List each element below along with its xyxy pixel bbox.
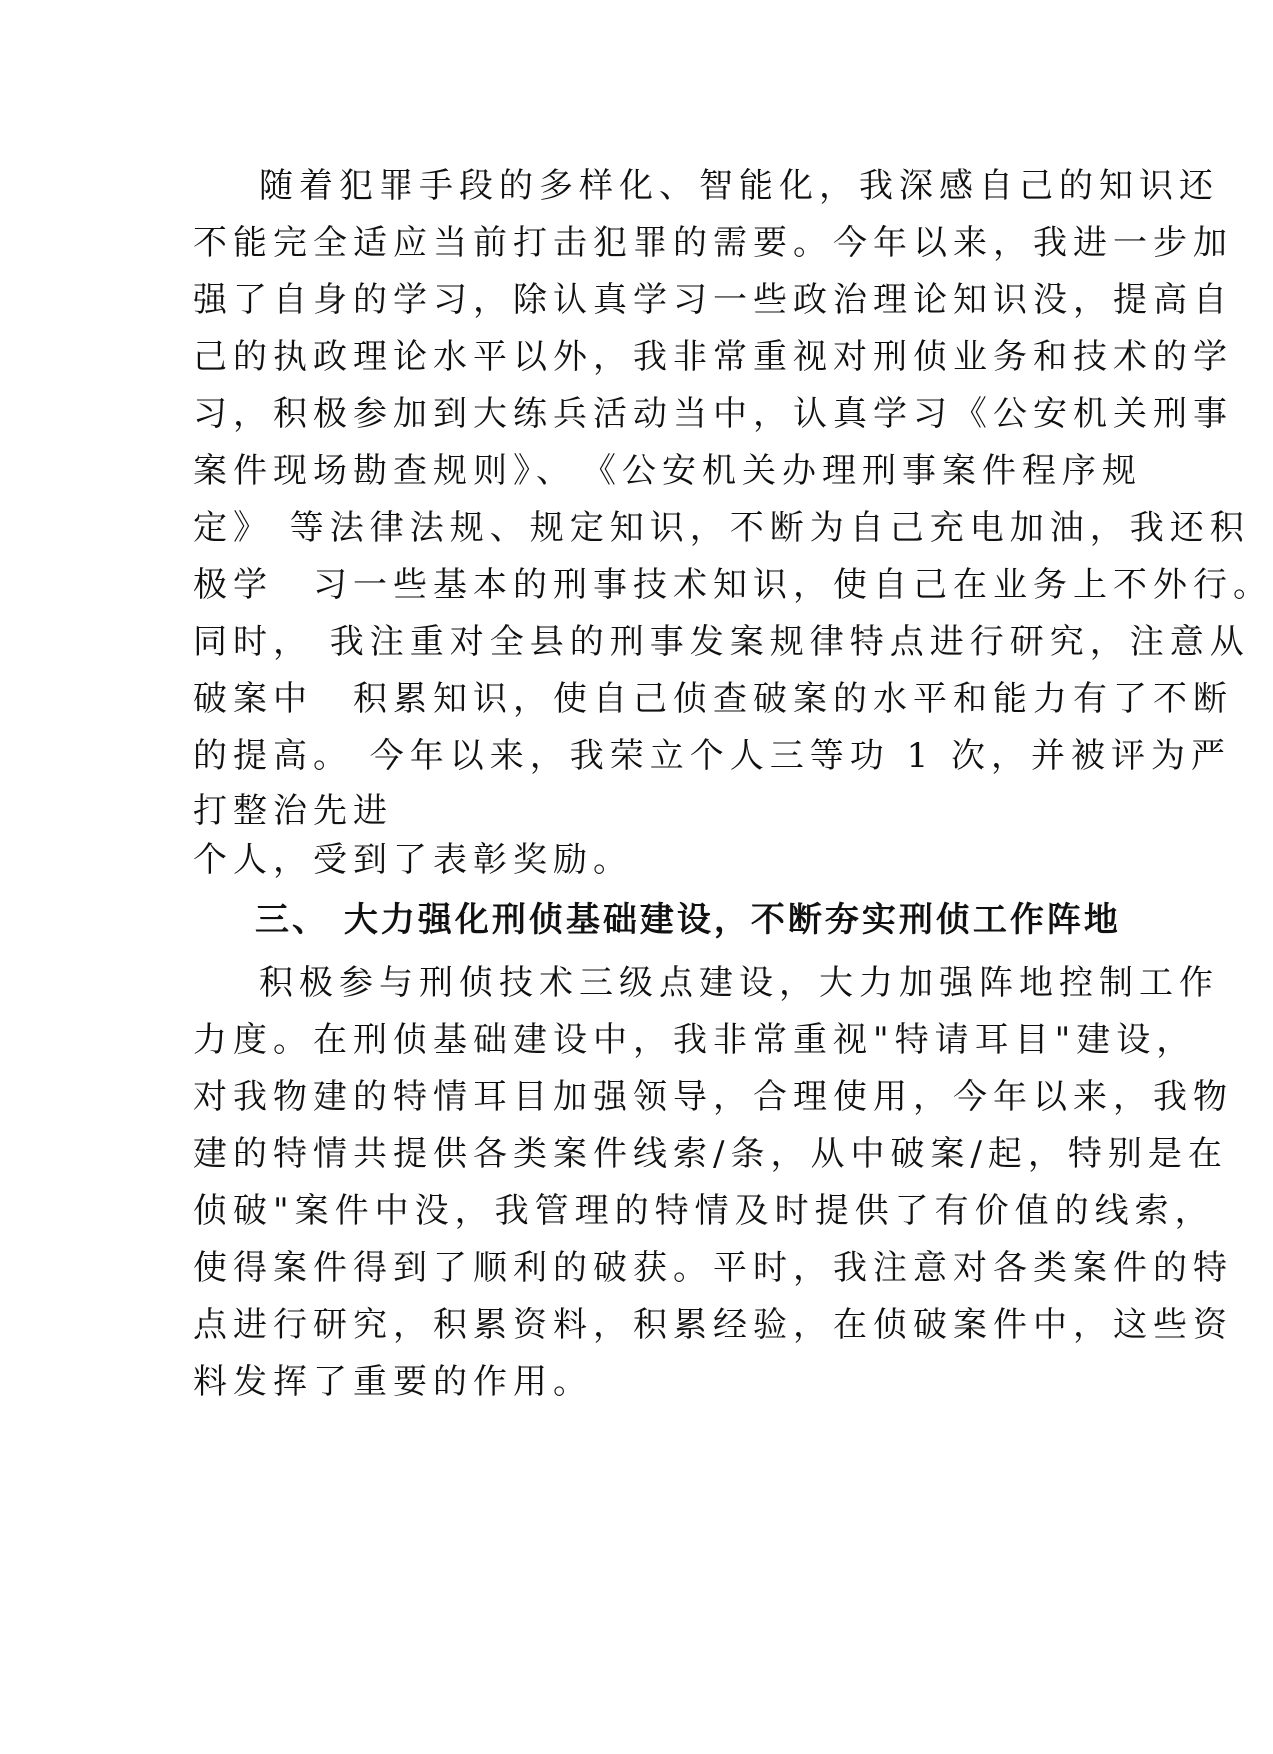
- paragraph-1-line-1: 随着犯罪手段的多样化、智能化，我深感自己的知识还: [259, 166, 1219, 206]
- paragraph-1-line-9: 同时， 我注重对全县的刑事发案规律特点进行研究，注意从: [193, 622, 1250, 662]
- paragraph-2-line-3: 对我物建的特情耳目加强领导，合理使用，今年以来，我物: [193, 1077, 1233, 1117]
- paragraph-2-line-1: 积极参与刑侦技术三级点建设，大力加强阵地控制工作: [259, 963, 1219, 1003]
- paragraph-2-line-4: 建的特情共提供各类案件线索/条，从中破案/起，特别是在: [193, 1134, 1228, 1174]
- paragraph-1-line-4: 己的执政理论水平以外，我非常重视对刑侦业务和技术的学: [193, 337, 1233, 377]
- paragraph-2-line-6: 使得案件得到了顺利的破获。平时，我注意对各类案件的特: [193, 1248, 1233, 1288]
- paragraph-2-line-7: 点进行研究，积累资料，积累经验，在侦破案件中，这些资: [193, 1305, 1233, 1345]
- paragraph-1-line-8: 极学 习一些基本的刑事技术知识，使自己在业务上不外行。: [193, 565, 1273, 605]
- paragraph-2-line-8: 料发挥了重要的作用。: [193, 1362, 593, 1402]
- paragraph-1-line-2: 不能完全适应当前打击犯罪的需要。今年以来，我进一步加: [193, 223, 1233, 263]
- paragraph-1-line-13: 个人，受到了表彰奖励。: [193, 840, 633, 880]
- paragraph-1-line-7: 定》 等法律法规、规定知识，不断为自己充电加油，我还积: [193, 508, 1250, 548]
- paragraph-1-line-3: 强了自身的学习，除认真学习一些政治理论知识没，提高自: [193, 280, 1233, 320]
- paragraph-2-line-2: 力度。在刑侦基础建设中，我非常重视"特请耳目"建设，: [193, 1020, 1197, 1060]
- paragraph-1-line-6: 案件现场勘查规则》、 《公安机关办理刑事案件程序规: [193, 451, 1142, 491]
- paragraph-1-line-12: 打整治先进: [193, 791, 393, 831]
- section-heading: 三、 大力强化刑侦基础建设，不断夯实刑侦工作阵地: [255, 900, 1121, 940]
- paragraph-2-line-5: 侦破"案件中没，我管理的特情及时提供了有价值的线索，: [193, 1191, 1215, 1231]
- paragraph-1-line-11: 的提高。 今年以来，我荣立个人三等功 1 次，并被评为严: [193, 736, 1232, 776]
- paragraph-1-line-10: 破案中 积累知识，使自己侦查破案的水平和能力有了不断: [193, 679, 1233, 719]
- paragraph-1-line-5: 习，积极参加到大练兵活动当中，认真学习《公安机关刑事: [193, 394, 1233, 434]
